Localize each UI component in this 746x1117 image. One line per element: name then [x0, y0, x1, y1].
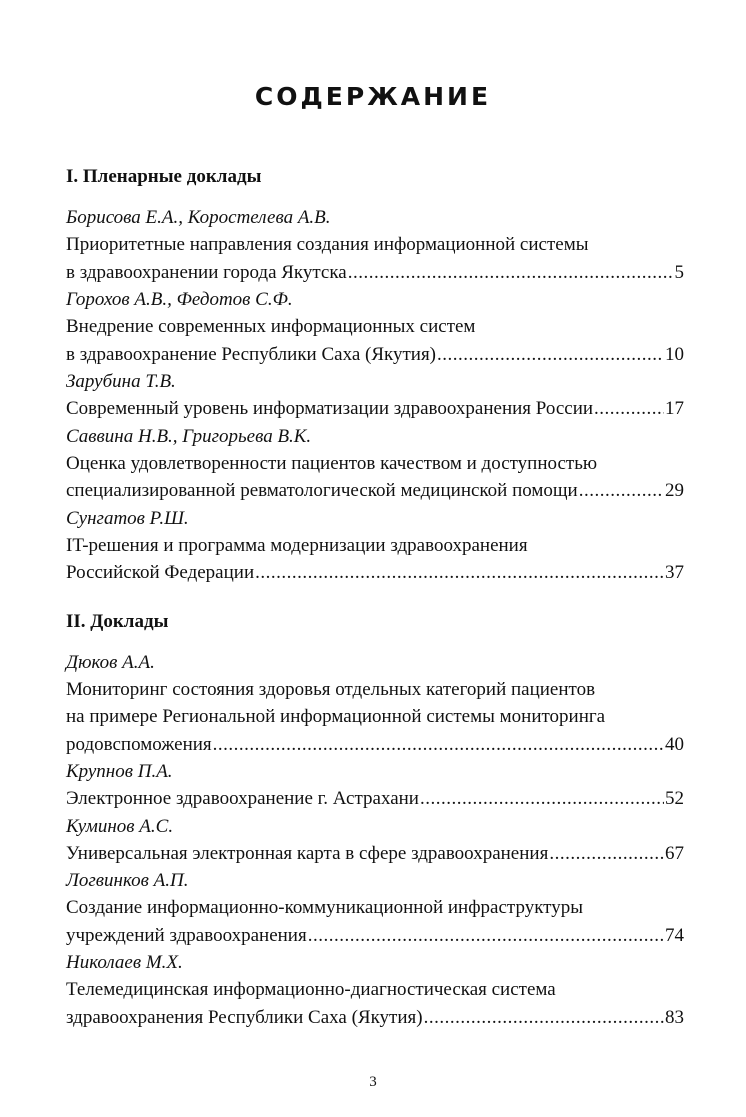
entry-title-last-line: здравоохранения Республики Саха (Якутия) [66, 1006, 423, 1028]
entry-leader-line [66, 259, 684, 287]
entry-title-line: Внедрение современных информационных систем [66, 316, 476, 337]
entry-title-line: Приоритетные направления создания информационной системы [66, 234, 589, 255]
entry-title-last-line: в здравоохранении города Якутска [66, 261, 347, 283]
toc-section-reports [66, 609, 684, 1032]
entry-title-line: Телемедицинская информационно-диагностическая система [66, 979, 556, 1000]
dot-leader [424, 1004, 664, 1032]
dot-leader [348, 259, 674, 287]
entry-title-last-line: специализированной ревматологической медицинской помощи [66, 480, 578, 501]
dot-leader [308, 922, 664, 950]
toc-entry [66, 867, 684, 949]
entry-page-number: 40 [665, 733, 684, 755]
entry-leader-line [66, 922, 684, 950]
section-heading: II. Доклады [66, 610, 169, 632]
entry-leader-line [66, 395, 684, 423]
entry-author: Дюков А.А. [66, 651, 155, 673]
toc-entry [66, 368, 684, 423]
table-of-contents [66, 164, 684, 1031]
dot-leader [437, 341, 664, 369]
entry-author: Горохов А.В., Федотов С.Ф. [66, 289, 293, 310]
entry-author: Крупнов П.А. [66, 761, 173, 782]
entry-title-line: на примере Региональной информационной системы мониторинга [66, 706, 606, 727]
entry-page-number: 17 [665, 398, 684, 419]
dot-leader [594, 395, 664, 423]
entry-author: Куминов А.С. [66, 815, 174, 837]
section-heading: I. Пленарные доклады [66, 166, 262, 187]
entry-title-last-line: в здравоохранение Республики Саха (Якутия) [66, 343, 437, 365]
toc-entry [66, 649, 684, 759]
entry-leader-line [66, 731, 684, 759]
toc-entry [66, 949, 684, 1031]
entry-author: Сунгатов Р.Ш. [66, 507, 189, 529]
entry-title-last-line: родовспоможения [66, 733, 212, 755]
entry-page-number: 52 [665, 788, 684, 809]
entry-page-number: 29 [665, 480, 684, 501]
entry-title-last-line: Универсальная электронная карта в сфере здравоохранения [66, 842, 549, 864]
dot-leader [255, 559, 664, 587]
entry-leader-line [66, 559, 684, 587]
toc-section-plenary [66, 164, 684, 587]
toc-entry [66, 204, 684, 286]
entry-author: Николаев М.Х. [66, 952, 183, 973]
entry-leader-line [66, 477, 684, 505]
entry-title-line: Мониторинг состояния здоровья отдельных категорий пациентов [66, 678, 596, 700]
entry-author: Саввина Н.В., Григорьева В.К. [66, 425, 312, 447]
toc-entry [66, 286, 684, 368]
entry-page-number: 37 [665, 562, 684, 583]
entry-title-last-line: Российской Федерации [66, 562, 255, 583]
dot-leader [549, 840, 664, 868]
toc-entry [66, 423, 684, 505]
entry-page-number: 67 [665, 842, 684, 864]
entry-page-number: 83 [665, 1006, 684, 1028]
entry-title-line: Создание информационно-коммуникационной инфраструктуры [66, 897, 583, 918]
entry-leader-line [66, 785, 684, 813]
entry-page-number: 5 [674, 261, 684, 283]
entry-title-last-line: Электронное здравоохранение г. Астрахани [66, 788, 419, 809]
entry-author: Зарубина Т.В. [66, 371, 176, 392]
entry-title-last-line: Современный уровень информатизации здравоохранения России [66, 398, 594, 419]
entry-title-line: IT-решения и программа модернизации здравоохранения [66, 534, 528, 556]
entry-leader-line [66, 341, 684, 369]
entry-author: Логвинков А.П. [66, 870, 189, 891]
entry-leader-line [66, 840, 684, 868]
page-number: 3 [369, 1074, 377, 1090]
entry-page-number: 74 [665, 924, 684, 946]
entry-leader-line [66, 1004, 684, 1032]
entry-title-line: Оценка удовлетворенности пациентов качеством и доступностью [66, 452, 598, 474]
toc-entry [66, 758, 684, 813]
entry-author: Борисова Е.А., Коростелева А.В. [66, 207, 331, 228]
entry-title-last-line: учреждений здравоохранения [66, 924, 307, 946]
page-title: СОДЕРЖАНИЕ [254, 82, 492, 111]
dot-leader [420, 785, 664, 813]
toc-entry [66, 813, 684, 868]
toc-entry [66, 505, 684, 587]
dot-leader [579, 477, 664, 505]
entry-page-number: 10 [665, 343, 684, 365]
dot-leader [213, 731, 664, 759]
